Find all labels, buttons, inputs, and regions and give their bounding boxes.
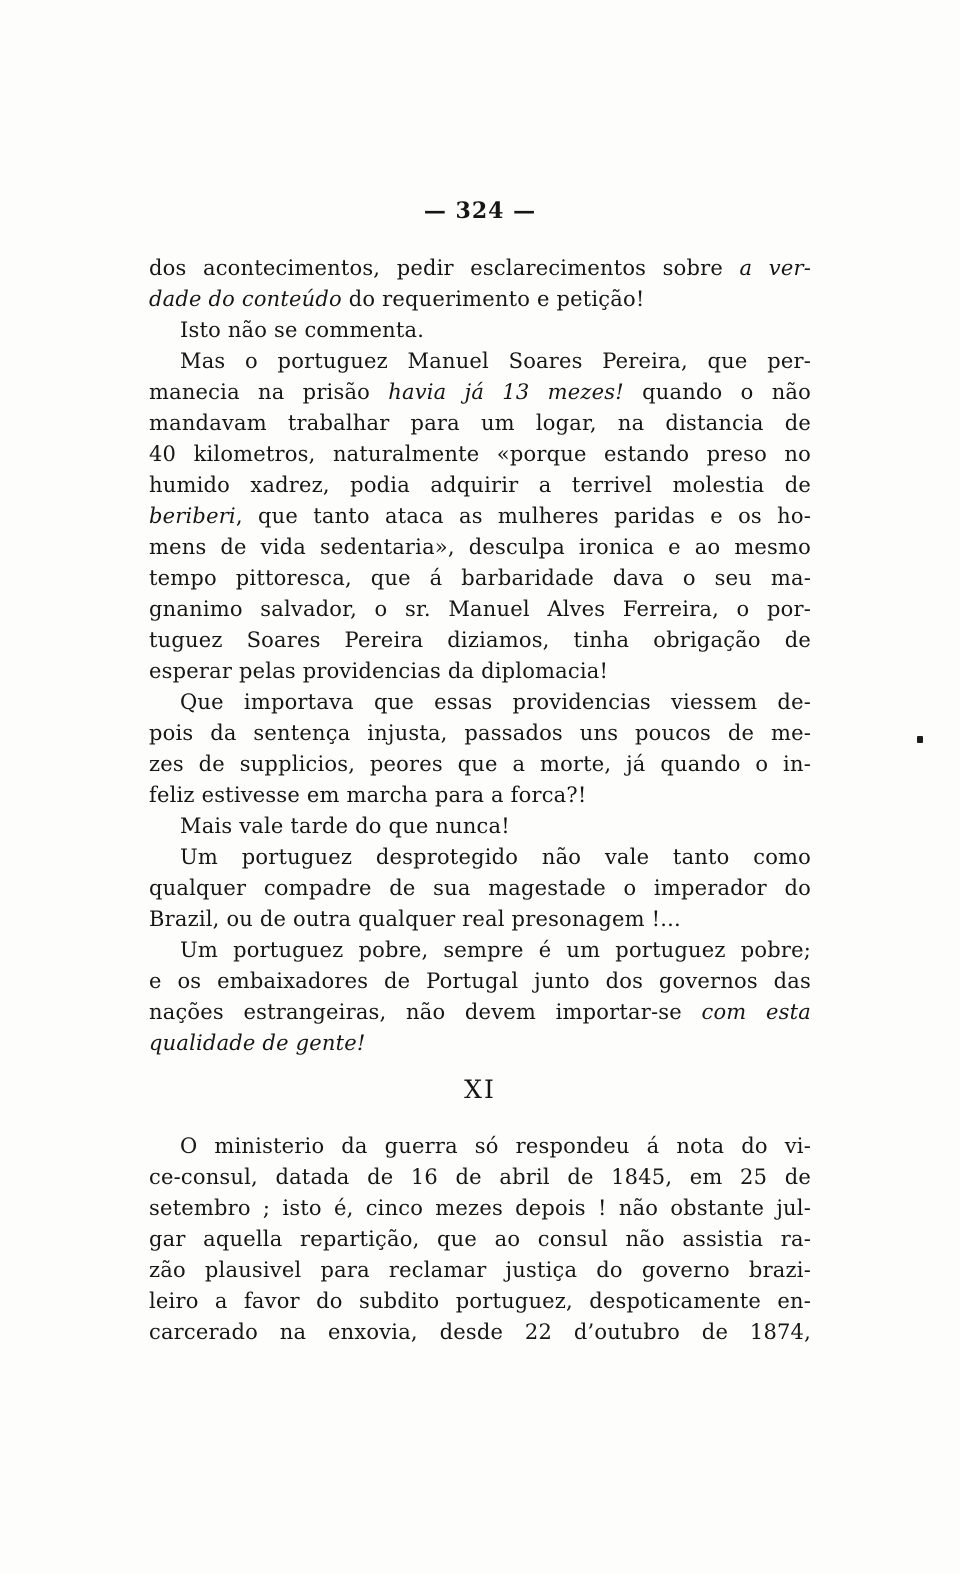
text-run: manecia na prisão <box>149 380 389 404</box>
text-line <box>149 408 811 439</box>
text-run: Um portuguez pobre, sempre é um portuguez pobre; <box>180 938 811 962</box>
text-run: gnanimo salvador, o sr. Manuel Alves Ferreira, o por- <box>149 597 811 621</box>
text-line <box>149 1131 811 1162</box>
paragraph <box>149 842 811 935</box>
scan-artifact-speck <box>917 736 923 743</box>
paragraph <box>149 687 811 811</box>
text-run: Brazil, ou de outra qualquer real presonagem !... <box>149 907 681 931</box>
text-run: Mas o portuguez Manuel Soares Pereira, que per- <box>180 349 811 373</box>
text-line <box>149 749 811 780</box>
text-run: carcerado na enxovia, desde 22 d’outubro de 1874, <box>149 1320 811 1344</box>
text-run: tempo pittoresca, que á barbaridade dava o seu ma- <box>149 566 811 590</box>
text-run: Que importava que essas providencias viessem de- <box>180 690 811 714</box>
text-column <box>149 196 811 1348</box>
text-line <box>149 1255 811 1286</box>
text-run: gar aquella repartição, que ao consul não assistia ra- <box>149 1227 811 1251</box>
text-run: qualquer compadre de sua magestade o imperador do <box>149 876 811 900</box>
text-run: tuguez Soares Pereira diziamos, tinha obrigação de <box>149 628 811 652</box>
text-line <box>149 1162 811 1193</box>
page-body <box>149 253 811 1348</box>
text-run: esperar pelas providencias da diplomacia! <box>149 659 609 683</box>
text-run: O ministerio da guerra só respondeu á nota do vi- <box>180 1134 811 1158</box>
text-line <box>149 1286 811 1317</box>
paragraph <box>149 346 811 687</box>
italic-text-run: com esta <box>701 1000 811 1024</box>
paragraph <box>149 315 811 346</box>
text-run: leiro a favor do subdito portuguez, despoticamente en- <box>149 1289 811 1313</box>
text-line <box>149 687 811 718</box>
text-line <box>149 315 811 346</box>
text-line <box>149 904 811 935</box>
text-run: ce-consul, datada de 16 de abril de 1845, em 25 de <box>149 1165 811 1189</box>
text-line <box>149 377 811 408</box>
text-run: quando o não <box>623 380 811 404</box>
text-line <box>149 1317 811 1348</box>
text-run: do requerimento e petição! <box>341 287 645 311</box>
page-number: — 324 — <box>423 198 537 224</box>
paragraph <box>149 1131 811 1348</box>
text-line <box>149 253 811 284</box>
text-line <box>149 284 811 315</box>
italic-text-run: a ver- <box>739 256 811 280</box>
italic-text-run: havia já 13 mezes! <box>388 380 624 404</box>
text-line <box>149 594 811 625</box>
text-line <box>149 501 811 532</box>
text-line <box>149 935 811 966</box>
italic-text-run: beriberi <box>149 504 236 528</box>
text-line <box>149 532 811 563</box>
text-run: , que tanto ataca as mulheres paridas e os ho- <box>235 504 811 528</box>
paragraph <box>149 253 811 315</box>
text-line <box>149 997 811 1028</box>
text-run: pois da sentença injusta, passados uns poucos de me- <box>149 721 811 745</box>
text-line <box>149 1224 811 1255</box>
text-run: mens de vida sedentaria», desculpa ironica e ao mesmo <box>149 535 811 559</box>
text-line <box>149 1028 811 1059</box>
text-line <box>149 625 811 656</box>
text-run: mandavam trabalhar para um logar, na distancia de <box>149 411 811 435</box>
italic-text-run: qualidade de gente! <box>149 1031 366 1055</box>
text-line <box>149 470 811 501</box>
text-line <box>149 346 811 377</box>
text-line <box>149 780 811 811</box>
text-run: nações estrangeiras, não devem importar-se <box>149 1000 702 1024</box>
section-heading: XI <box>464 1075 496 1104</box>
text-run: Um portuguez desprotegido não vale tanto como <box>180 845 811 869</box>
text-run: 40 kilometros, naturalmente «porque estando preso no <box>149 442 811 466</box>
text-line <box>149 439 811 470</box>
italic-text-run: dade do conteúdo <box>149 287 342 311</box>
text-line <box>149 563 811 594</box>
text-line <box>149 873 811 904</box>
text-line <box>149 842 811 873</box>
text-line <box>149 966 811 997</box>
text-line <box>149 811 811 842</box>
paragraph <box>149 811 811 842</box>
paragraph <box>149 935 811 1059</box>
text-run: zes de supplicios, peores que a morte, já quando o in- <box>149 752 811 776</box>
text-run: Mais vale tarde do que nunca! <box>180 814 510 838</box>
text-line <box>149 1193 811 1224</box>
text-line <box>149 718 811 749</box>
text-run: zão plausivel para reclamar justiça do governo brazi- <box>149 1258 811 1282</box>
text-run: Isto não se commenta. <box>180 318 425 342</box>
text-line <box>149 656 811 687</box>
text-run: e os embaixadores de Portugal junto dos governos das <box>149 969 811 993</box>
text-run: setembro ; isto é, cinco mezes depois ! não obstante jul- <box>149 1196 811 1220</box>
text-run: humido xadrez, podia adquirir a terrivel molestia de <box>149 473 811 497</box>
text-run: feliz estivesse em marcha para a forca?! <box>149 783 587 807</box>
text-run: dos acontecimentos, pedir esclarecimentos sobre <box>149 256 740 280</box>
